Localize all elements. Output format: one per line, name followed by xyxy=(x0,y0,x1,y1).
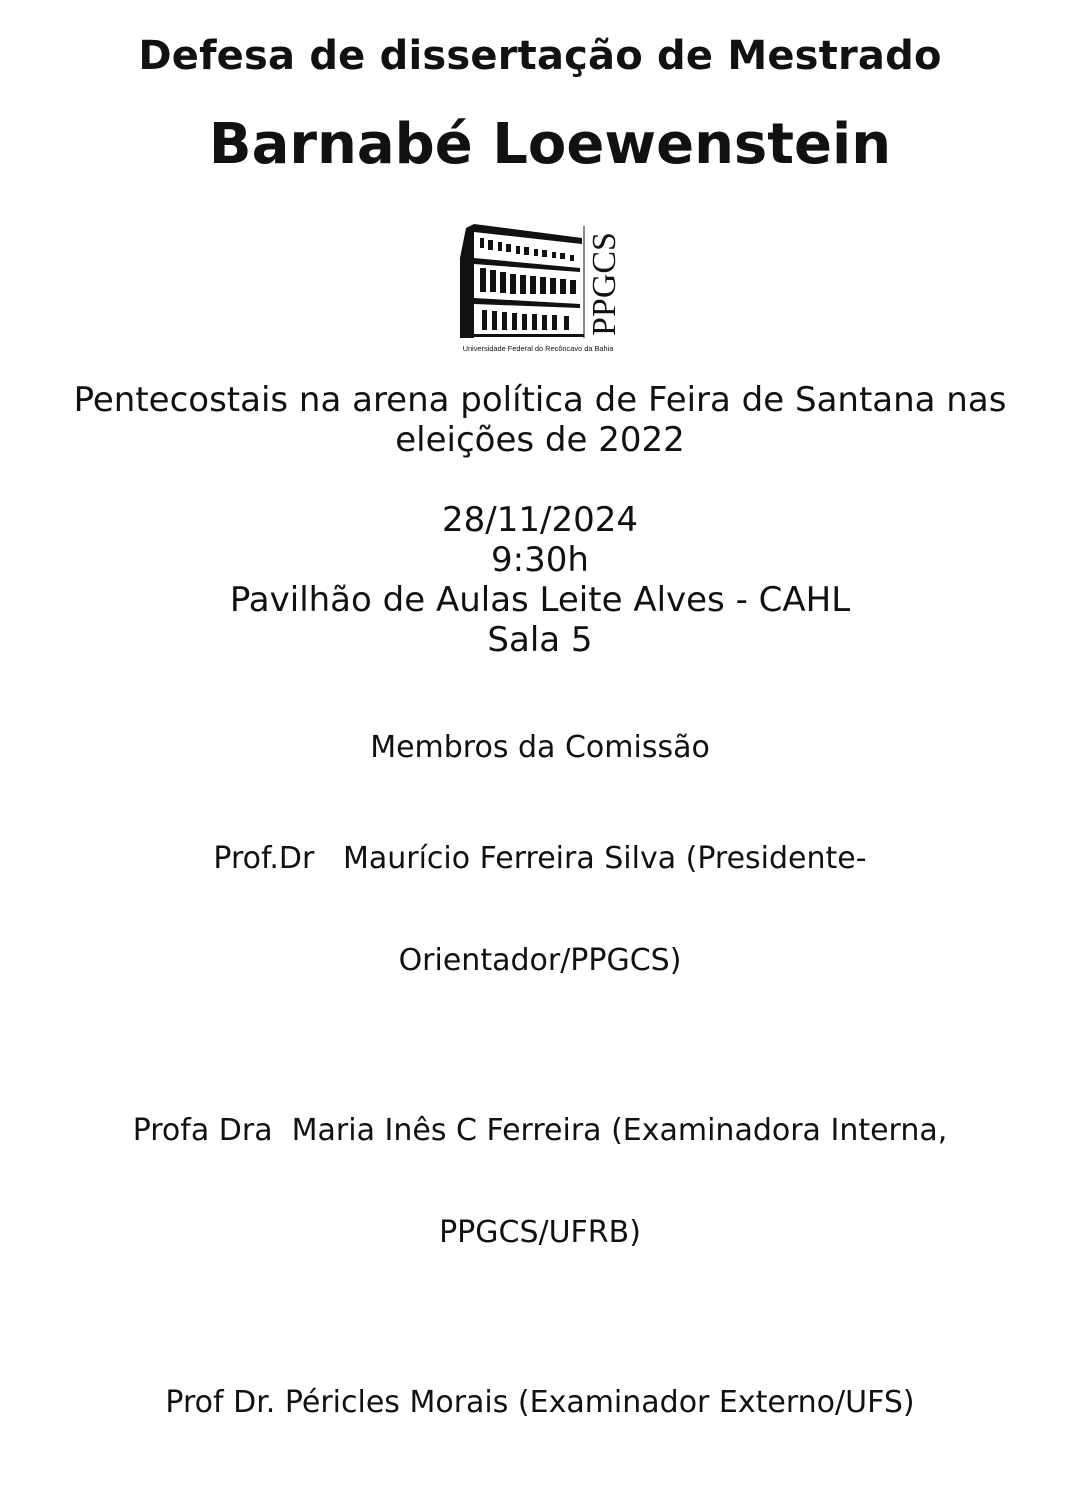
event-type-heading: Defesa de dissertação de Mestrado xyxy=(138,33,942,79)
committee-member-line: PPGCS/UFRB) xyxy=(439,1215,641,1250)
thesis-title xyxy=(0,380,1080,460)
defense-time: 9:30h xyxy=(491,540,589,580)
defense-date: 28/11/2024 xyxy=(442,500,638,540)
committee-member xyxy=(0,1046,1080,1318)
logo-acronym: PPGCS xyxy=(586,232,623,336)
schedule-info xyxy=(0,500,1080,660)
committee-member-line: Orientador/PPGCS) xyxy=(398,943,682,978)
defense-room: Sala 5 xyxy=(487,620,593,660)
defense-venue: Pavilhão de Aulas Leite Alves - CAHL xyxy=(229,580,851,620)
committee-member-line: Profa Dra Maria Inês C Ferreira (Examinadora Interna, xyxy=(132,1113,948,1148)
thesis-title-line: eleições de 2022 xyxy=(395,420,685,460)
committee-section xyxy=(0,728,1080,1488)
committee-member-line: Prof.Dr Maurício Ferreira Silva (Presidente- xyxy=(213,841,867,876)
committee-heading: Membros da Comissão xyxy=(370,730,710,765)
logo-institution: Universidade Federal do Recôncavo da Bahia xyxy=(462,344,614,353)
committee-member xyxy=(0,774,1080,1046)
committee-member xyxy=(0,1318,1080,1488)
ppgcs-logo xyxy=(452,218,624,356)
colosseum-building-icon xyxy=(452,218,624,356)
committee-member-line: Prof Dr. Péricles Morais (Examinador Externo/UFS) xyxy=(165,1385,915,1420)
thesis-title-line: Pentecostais na arena política de Feira de Santana nas xyxy=(73,380,1007,420)
candidate-name: Barnabé Loewenstein xyxy=(208,112,892,177)
